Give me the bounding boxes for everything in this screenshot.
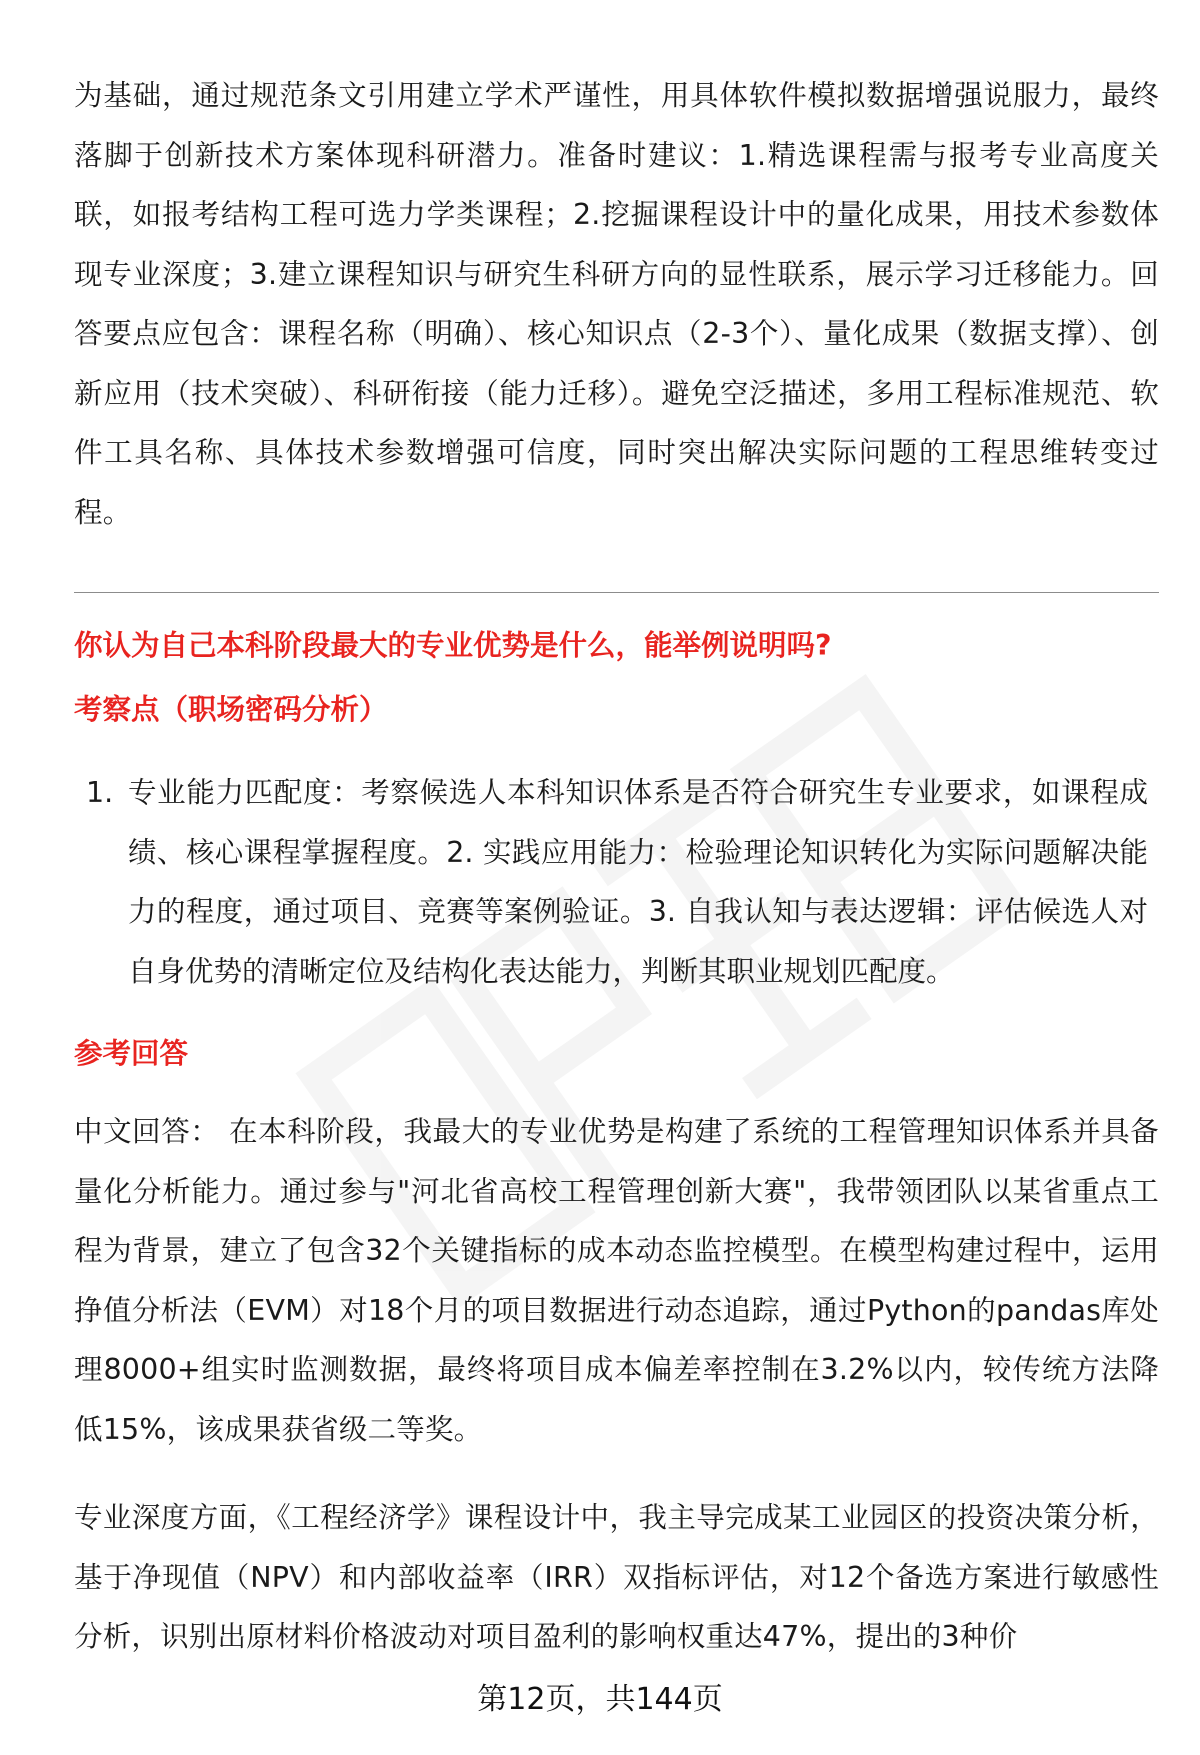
page-footer: 第12页，共144页 xyxy=(477,1682,723,1717)
exam-points-text: 专业能力匹配度：考察候选人本科知识体系是否符合研究生专业要求，如课程成绩、核心课程掌握程度。2. 实践应用能力：检验理论知识转化为实际问题解决能力的程度，通过项目、竞赛等案例验证。3. 自我认知与表达逻辑：评估候选人对自身优势的清晰定位及结构化表达能力，判断其职业规划匹配度。 xyxy=(128,776,1148,988)
reference-answer-heading: 参考回答 xyxy=(74,1037,189,1070)
question-heading: 你认为自己本科阶段最大的专业优势是什么，能举例说明吗? xyxy=(74,629,832,662)
exam-points-heading: 考察点（职场密码分析） xyxy=(74,693,388,726)
section-divider xyxy=(74,592,1159,593)
answer-paragraph-2: 专业深度方面，《工程经济学》课程设计中，我主导完成某工业园区的投资决策分析，基于净现值（NPV）和内部收益率（IRR）双指标评估，对12个备选方案进行敏感性分析，识别出原材料价格波动对项目盈利的影响权重达47%，提出的3种价 xyxy=(74,1501,1159,1653)
list-item-number: 1. xyxy=(86,776,114,809)
intro-paragraph: 为基础，通过规范条文引用建立学术严谨性，用具体软件模拟数据增强说服力，最终落脚于创新技术方案体现科研潜力。准备时建议：1.精选课程需与报考专业高度关联，如报考结构工程可选力学类课程；2.挖掘课程设计中的量化成果，用技术参数体现专业深度；3.建立课程知识与研究生科研方向的显性联系，展示学习迁移能力。回答要点应包含：课程名称（明确）、核心知识点（2-3个）、量化成果（数据支撑）、创新应用（技术突破）、科研衔接（能力迁移）。避免空泛描述，多用工程标准规范、软件工具名称、具体技术参数增强可信度，同时突出解决实际问题的工程思维转变过程。 xyxy=(74,79,1159,529)
answer-paragraph-1: 中文回答： 在本科阶段，我最大的专业优势是构建了系统的工程管理知识体系并具备量化分析能力。通过参与"河北省高校工程管理创新大赛"，我带领团队以某省重点工程为背景，建立了包含32个关键指标的成本动态监控模型。在模型构建过程中，运用挣值分析法（EVM）对18个月的项目数据进行动态追踪，通过Python的pandas库处理8000+组实时监测数据，最终将项目成本偏差率控制在3.2%以内，较传统方法降低15%，该成果获省级二等奖。 xyxy=(74,1115,1159,1446)
